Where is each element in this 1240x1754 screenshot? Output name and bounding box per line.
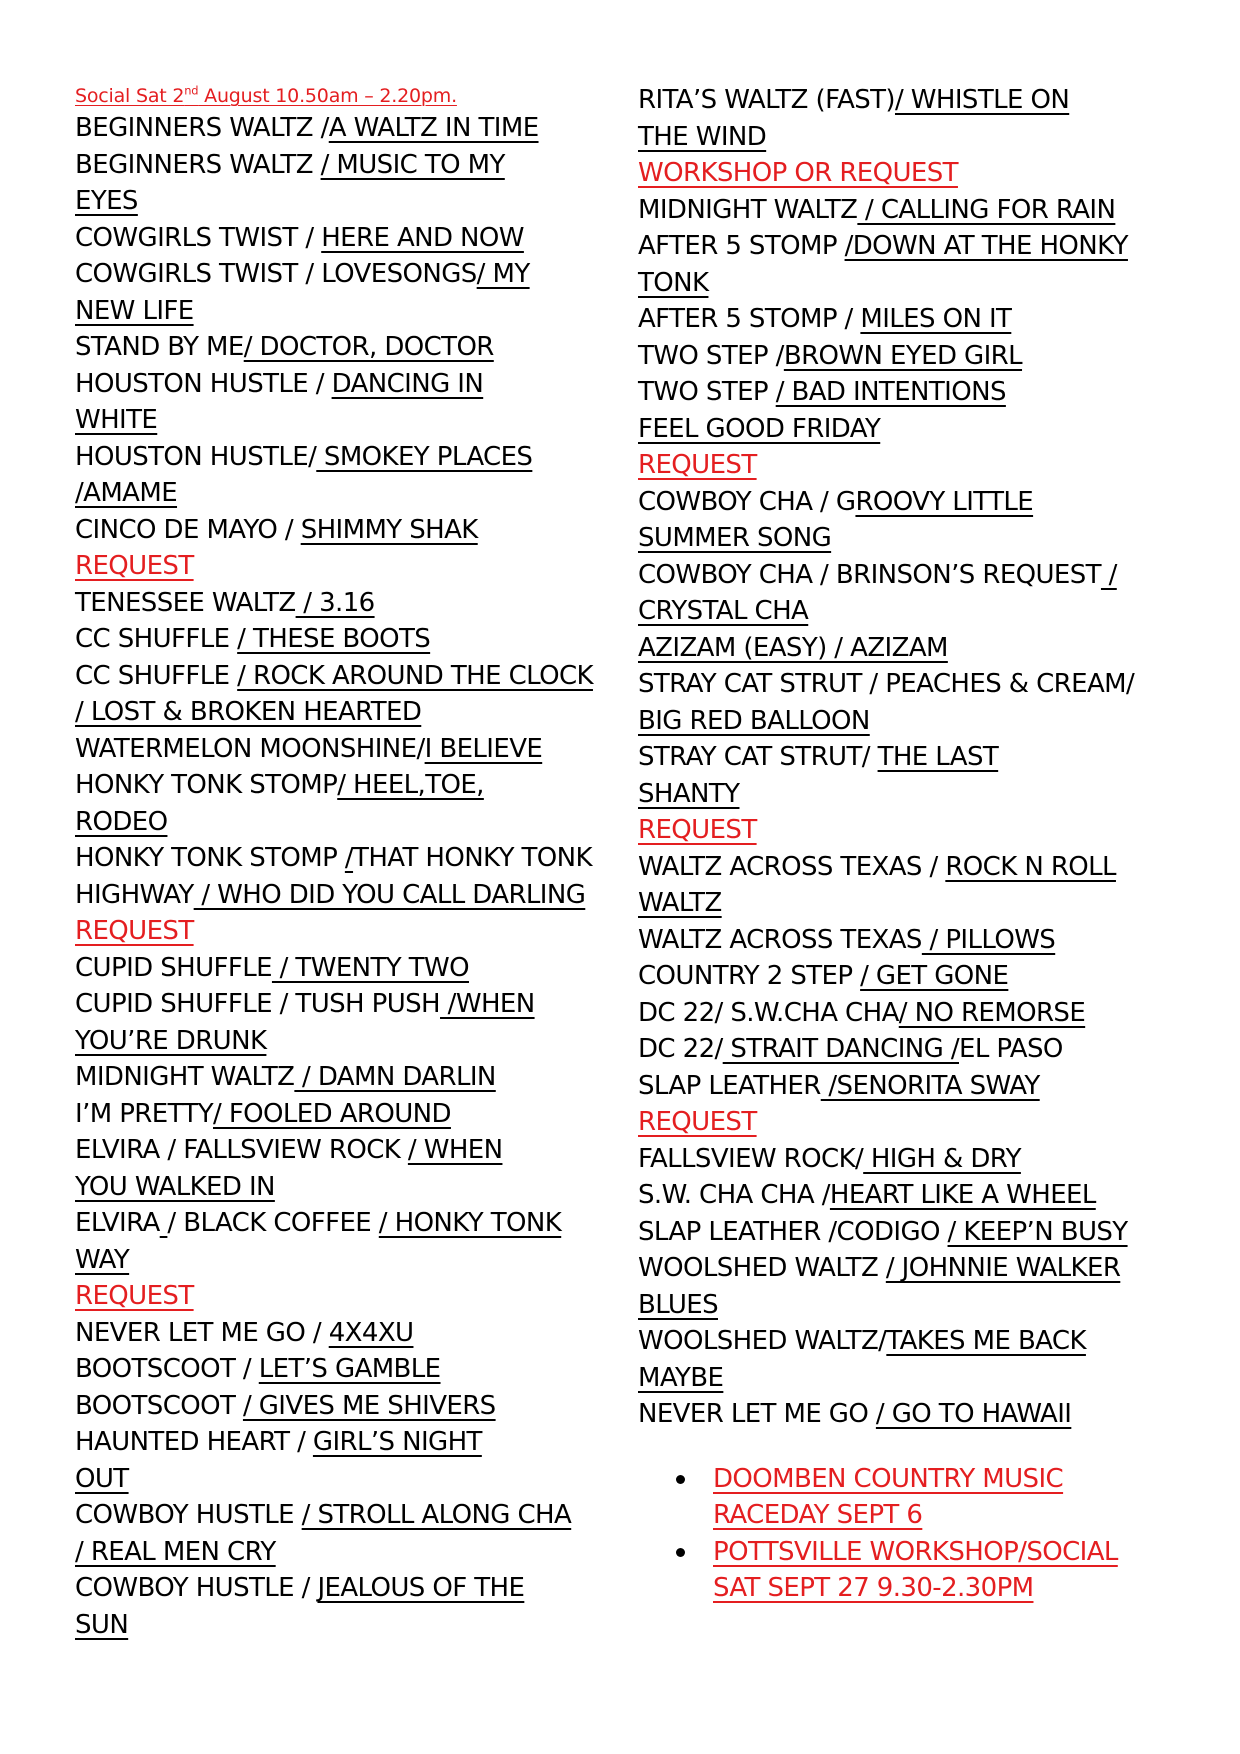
dance-name: TENESSEE WALTZ (75, 587, 296, 618)
dance-entry (75, 1242, 635, 1279)
dance-entry (75, 220, 635, 257)
dance-name: MIDNIGHT WALTZ (638, 194, 858, 225)
song-title: THE LAST (877, 742, 999, 772)
dance-entry (75, 585, 635, 622)
dance-entry (638, 849, 1223, 886)
song-title: THE WIND (638, 121, 767, 152)
event-text: SAT SEPT 27 9.30-2.30PM (713, 1573, 1034, 1603)
song-title: BIG RED BALLOON (638, 705, 870, 736)
song-title: / THESE BOOTS (237, 624, 431, 654)
song-title: SHANTY (638, 778, 740, 809)
song-title: / 3.16 (295, 587, 375, 618)
song-title: /SENORITA SWAY (820, 1070, 1040, 1101)
dance-entry (638, 1141, 1223, 1178)
dance-entry (75, 877, 635, 914)
song-title: A WALTZ IN TIME (328, 113, 539, 143)
dance-entry (638, 1214, 1223, 1251)
dance-name: HOUSTON HUSTLE/ (75, 441, 317, 472)
dance-name: MIDNIGHT WALTZ (75, 1062, 295, 1092)
request-marker (638, 812, 1223, 849)
song-title: / JOHNNIE WALKER (885, 1253, 1121, 1283)
request-marker (638, 1104, 1223, 1141)
song-title: SUMMER SONG (638, 523, 832, 553)
song-title: HERE AND NOW (321, 222, 524, 253)
song-title: REQUEST (638, 450, 757, 480)
song-title: / GO TO HAWAII (875, 1399, 1072, 1429)
dance-name: STRAY CAT STRUT/ (638, 742, 878, 772)
dance-name: FALLSVIEW ROCK/ (638, 1143, 864, 1174)
dance-entry (75, 1096, 635, 1133)
song-title: / KEEP’N BUSY (947, 1216, 1128, 1247)
dance-entry (75, 329, 635, 366)
dance-entry (638, 1323, 1223, 1360)
event-text: RACEDAY SEPT 6 (713, 1500, 923, 1530)
song-title: EYES (75, 186, 138, 216)
song-title: HEART LIKE A WHEEL (829, 1180, 1096, 1210)
song-title: / TWENTY TWO (271, 952, 469, 983)
dance-name: THAT HONKY TONK (353, 843, 592, 873)
dance-name: WOOLSHED WALTZ (638, 1253, 886, 1283)
song-title: REQUEST (75, 916, 194, 946)
song-title: STRAIT DANCING / (722, 1034, 959, 1064)
song-title: BLUES (638, 1289, 718, 1320)
dance-entry (638, 703, 1223, 740)
song-title: LET’S GAMBLE (258, 1354, 441, 1384)
song-title: TONK (638, 267, 709, 298)
dance-entry (75, 1424, 635, 1461)
song-title: MILES ON IT (860, 304, 1012, 334)
song-title: / WHEN (407, 1135, 503, 1165)
page-heading (75, 82, 635, 110)
dance-name: WALTZ ACROSS TEXAS / (638, 851, 946, 882)
song-title: 4X4XU (328, 1317, 414, 1348)
song-title: AZIZAM (EASY) / AZIZAM (638, 632, 948, 663)
dance-name: SLAP LEATHER (638, 1070, 821, 1101)
dance-entry (75, 1059, 635, 1096)
request-marker (75, 1278, 635, 1315)
dance-name: HIGHWAY (75, 879, 194, 910)
dance-entry (75, 1205, 635, 1242)
request-marker (638, 447, 1223, 484)
dance-name: CC SHUFFLE (75, 660, 238, 691)
song-title: / NO REMORSE (898, 997, 1086, 1028)
song-title: REQUEST (75, 1281, 194, 1311)
dance-name: COWBOY CHA / BRINSON’S REQUEST (638, 559, 1101, 590)
dance-entry (75, 1570, 635, 1607)
upcoming-events-list (638, 1461, 1223, 1607)
dance-entry (75, 1169, 635, 1206)
dance-name: BEGINNERS WALTZ / (75, 113, 329, 143)
dance-name: WATERMELON MOONSHINE/ (75, 733, 425, 764)
dance-entry (75, 658, 635, 695)
song-title: WHITE (75, 405, 158, 435)
dance-entry (638, 630, 1223, 667)
dance-entry (638, 1177, 1223, 1214)
dance-name: COWBOY CHA / G (638, 486, 856, 517)
song-title: RODEO (75, 806, 168, 837)
dance-entry (75, 475, 635, 512)
dance-name: NEVER LET ME GO / (75, 1317, 329, 1348)
song-title: YOU WALKED IN (75, 1171, 275, 1202)
heading-text: Social Sat 2nd August 10.50am – 2.20pm. (75, 83, 457, 107)
song-title: / (344, 843, 354, 873)
song-title: MAYBE (638, 1362, 724, 1393)
dance-entry (638, 484, 1223, 521)
dance-entry (638, 192, 1223, 229)
dance-entry (638, 411, 1223, 448)
song-title: TAKES ME BACK (886, 1326, 1086, 1356)
dance-entry (638, 739, 1223, 776)
song-title: / GET GONE (860, 961, 1009, 991)
song-title: WORKSHOP OR REQUEST (638, 158, 958, 188)
dance-entry (638, 1068, 1223, 1105)
dance-entry (638, 265, 1223, 302)
song-title: / BAD INTENTIONS (775, 377, 1006, 407)
dance-name: BEGINNERS WALTZ (75, 149, 321, 180)
dance-entry (638, 593, 1223, 630)
song-title: SUN (75, 1609, 129, 1640)
song-title: /WHEN (440, 989, 535, 1019)
left-dance-list (75, 110, 635, 1643)
dance-name: WALTZ ACROSS TEXAS (638, 924, 922, 955)
dance-name: I’M PRETTY (75, 1098, 213, 1129)
song-title: REQUEST (75, 551, 194, 581)
dance-entry (75, 366, 635, 403)
dance-name: ELVIRA / FALLSVIEW ROCK (75, 1135, 408, 1165)
request-marker (75, 548, 635, 585)
song-title: WAY (75, 1244, 130, 1275)
song-title: /AMAME (75, 478, 178, 508)
dance-name: S.W. CHA CHA / (638, 1180, 830, 1210)
song-title: WALTZ (638, 888, 722, 918)
dance-name: CINCO DE MAYO / (75, 514, 301, 545)
song-title: / PILLOWS (921, 924, 1056, 955)
song-title: BROWN EYED GIRL (783, 340, 1023, 371)
song-title: /DOWN AT THE HONKY (844, 231, 1128, 261)
dance-name: SLAP LEATHER /CODIGO (638, 1216, 948, 1247)
dance-entry (75, 183, 635, 220)
dance-name: BOOTSCOOT / (75, 1354, 259, 1384)
dance-name: TWO STEP (638, 377, 776, 407)
dance-entry (75, 1132, 635, 1169)
dance-name: DC 22/ (638, 1034, 723, 1064)
dance-entry (638, 301, 1223, 338)
dance-entry (75, 767, 635, 804)
dance-entry (638, 958, 1223, 995)
dance-entry (638, 1396, 1223, 1433)
dance-entry (638, 1250, 1223, 1287)
song-title: REQUEST (638, 1107, 757, 1137)
dance-entry (75, 1607, 635, 1644)
dance-entry (75, 986, 635, 1023)
dance-entry (75, 1534, 635, 1571)
song-title: / GIVES ME SHIVERS (242, 1390, 496, 1421)
dance-name: STAND BY ME (75, 332, 244, 362)
dance-entry (75, 1461, 635, 1498)
dance-name: HONKY TONK STOMP (75, 843, 345, 873)
dance-name: CUPID SHUFFLE / TUSH PUSH (75, 989, 441, 1019)
song-title: / DOCTOR, DOCTOR (243, 332, 494, 362)
dance-entry (75, 731, 635, 768)
song-title: CRYSTAL CHA (638, 596, 809, 626)
song-title: / DAMN DARLIN (294, 1062, 496, 1092)
dance-entry (638, 557, 1223, 594)
request-marker (75, 913, 635, 950)
dance-entry (75, 1315, 635, 1352)
dance-entry (75, 840, 635, 877)
dance-entry (75, 1023, 635, 1060)
song-title: / (1100, 559, 1117, 590)
dance-entry (638, 374, 1223, 411)
dance-name: CC SHUFFLE (75, 624, 238, 654)
song-title: ROOVY LITTLE (855, 486, 1034, 517)
dance-entry (75, 1497, 635, 1534)
dance-name: COUNTRY 2 STEP (638, 961, 861, 991)
dance-name: HONKY TONK STOMP (75, 770, 338, 800)
event-item (638, 1534, 1223, 1607)
dance-entry (75, 1388, 635, 1425)
song-title: HIGH & DRY (863, 1143, 1021, 1174)
dance-name: AFTER 5 STOMP (638, 231, 845, 261)
dance-entry (638, 1287, 1223, 1324)
bullet-icon (676, 1548, 685, 1557)
song-title: / LOST & BROKEN HEARTED (75, 697, 422, 727)
dance-entry (638, 1360, 1223, 1397)
song-title: / HEEL,TOE, (337, 770, 484, 800)
song-title: / ROCK AROUND THE CLOCK (237, 660, 593, 691)
dance-entry (75, 439, 635, 476)
dance-entry (638, 82, 1223, 119)
dance-entry (638, 666, 1223, 703)
dance-name: AFTER 5 STOMP / (638, 304, 861, 334)
song-title: / HONKY TONK (378, 1208, 562, 1238)
bullet-icon (676, 1475, 685, 1484)
song-title: / FOOLED AROUND (213, 1098, 451, 1129)
left-column (75, 82, 635, 1643)
song-title: / MY (476, 259, 530, 289)
dance-entry (638, 776, 1223, 813)
dance-entry (638, 1031, 1223, 1068)
dance-entry (75, 110, 635, 147)
dance-name: EL PASO (959, 1034, 1063, 1064)
song-title: SMOKEY PLACES (316, 441, 533, 472)
dance-entry (75, 147, 635, 184)
song-title: / WHO DID YOU CALL DARLING (193, 879, 586, 910)
dance-name: NEVER LET ME GO (638, 1399, 876, 1429)
dance-name: BOOTSCOOT (75, 1390, 243, 1421)
dance-entry (75, 621, 635, 658)
song-title: GIRL’S NIGHT (312, 1427, 482, 1457)
song-title: YOU’RE DRUNK (75, 1025, 267, 1056)
dance-name: HOUSTON HUSTLE / (75, 368, 332, 399)
dance-entry (638, 228, 1223, 265)
dance-entry (75, 1351, 635, 1388)
song-title: ROCK N ROLL (945, 851, 1116, 882)
dance-name: HAUNTED HEART / (75, 1427, 313, 1457)
dance-name: WOOLSHED WALTZ/ (638, 1326, 887, 1356)
dance-name: CUPID SHUFFLE (75, 952, 272, 983)
event-text: DOOMBEN COUNTRY MUSIC (713, 1463, 1064, 1494)
song-title: REQUEST (638, 815, 757, 845)
dance-entry (638, 338, 1223, 375)
dance-entry (75, 950, 635, 987)
song-title: / WHISTLE ON (894, 85, 1070, 115)
dance-entry (638, 119, 1223, 156)
song-title: OUT (75, 1463, 129, 1494)
song-title: / REAL MEN CRY (75, 1536, 276, 1567)
request-marker (638, 155, 1223, 192)
dance-entry (75, 293, 635, 330)
dance-name: COWGIRLS TWIST / LOVESONGS (75, 259, 477, 289)
dance-entry (638, 520, 1223, 557)
right-column (638, 82, 1223, 1607)
event-text: POTTSVILLE WORKSHOP/SOCIAL (713, 1536, 1118, 1567)
dance-name: DC 22/ S.W.CHA CHA (638, 997, 899, 1028)
dance-name: COWGIRLS TWIST / (75, 222, 322, 253)
dance-name: STRAY CAT STRUT / PEACHES & CREAM/ (638, 669, 1135, 699)
song-title: DANCING IN (331, 368, 484, 399)
dance-entry (638, 995, 1223, 1032)
song-title: JEALOUS OF THE (317, 1573, 525, 1603)
dance-entry (75, 256, 635, 293)
dance-entry (75, 512, 635, 549)
song-title: SHIMMY SHAK (300, 514, 478, 545)
song-title: FEEL GOOD FRIDAY (638, 413, 881, 444)
dance-name: ELVIRA (75, 1208, 160, 1238)
dance-entry (638, 885, 1223, 922)
song-title: NEW LIFE (75, 295, 194, 326)
right-dance-list (638, 82, 1223, 1433)
dance-name: COWBOY HUSTLE / (75, 1573, 318, 1603)
song-title: / MUSIC TO MY (320, 149, 505, 180)
dance-entry (75, 694, 635, 731)
song-title: / STROLL ALONG CHA (301, 1500, 572, 1530)
dance-name: TWO STEP / (638, 340, 784, 371)
song-title: / CALLING FOR RAIN (857, 194, 1116, 225)
event-item (638, 1461, 1223, 1534)
dance-name: COWBOY HUSTLE (75, 1500, 302, 1530)
dance-entry (75, 804, 635, 841)
dance-name: RITA’S WALTZ (FAST) (638, 85, 895, 115)
dance-entry (638, 922, 1223, 959)
dance-name: / BLACK COFFEE (167, 1208, 379, 1238)
song-title: I BELIEVE (424, 733, 543, 764)
dance-entry (75, 402, 635, 439)
